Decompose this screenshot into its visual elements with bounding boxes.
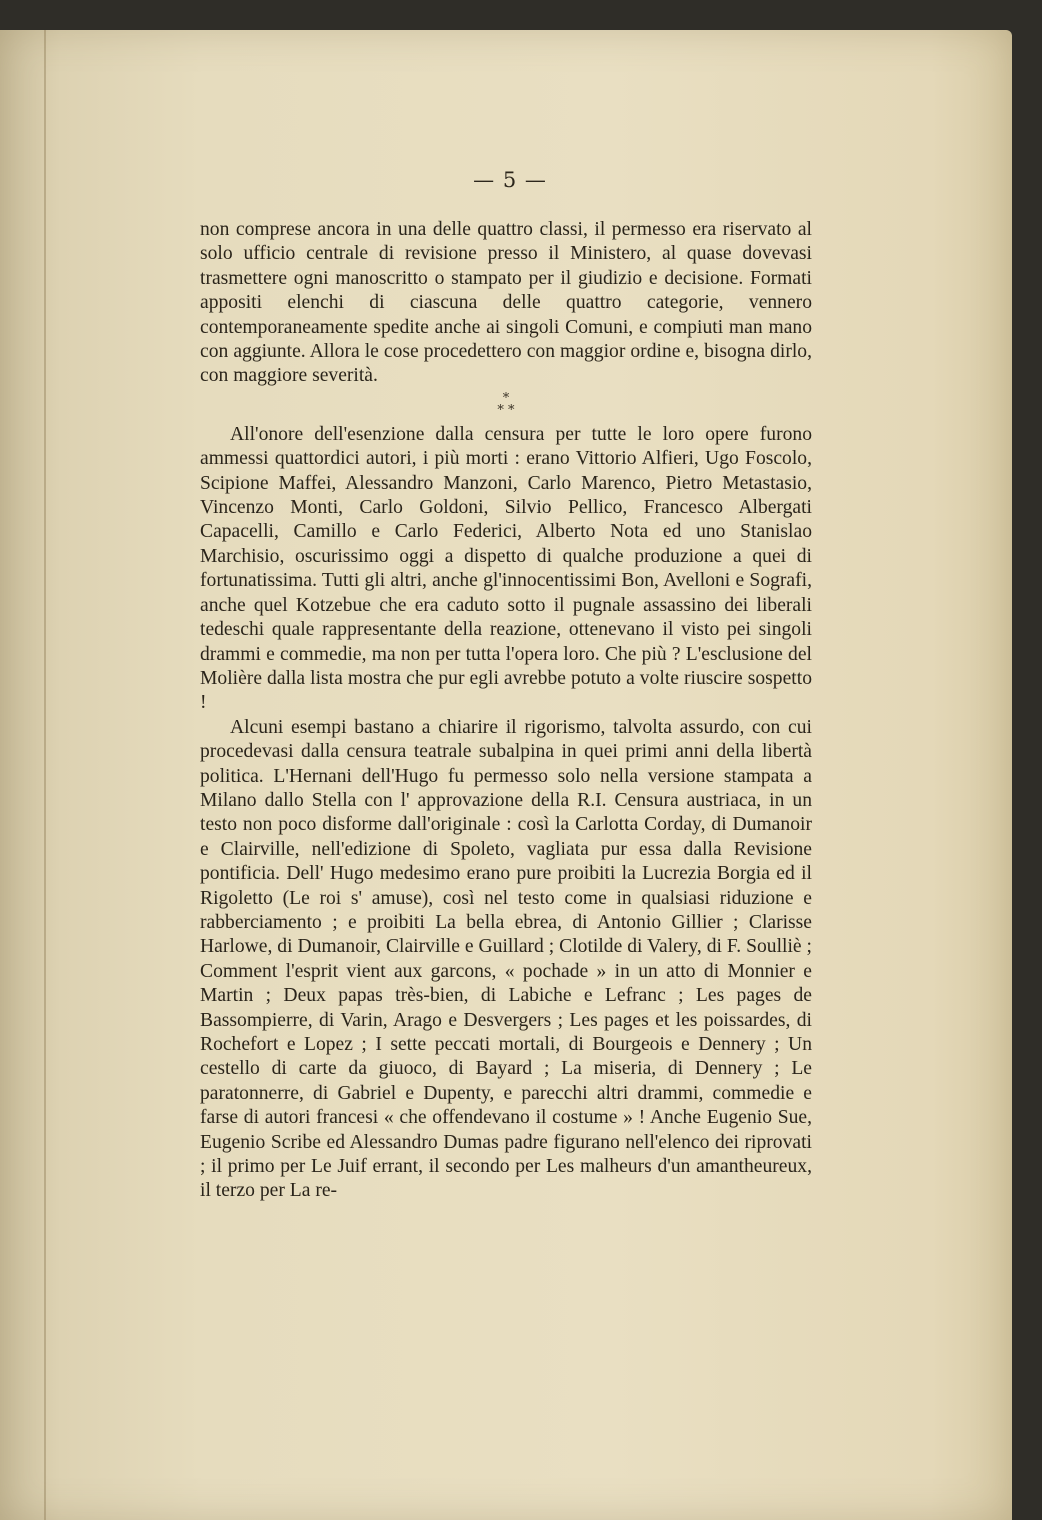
paragraph-1: non comprese ancora in una delle quattro classi, il permesso era riservato al solo ufficio centrale di revisione presso il Ministero, al quase dovevasi trasmettere ogni manoscritto o stampato per il giudizio e decisione. Formati appositi elenchi di ciascuna delle quattro categorie, vennero contemporaneamente spedite anche ai singoli Comuni, e compiuti man mano con aggiunte. Allora le cose procedettero con maggior ordine e, bisogna dirlo, con maggiore severità. [200, 219, 812, 387]
section-break-asterism [200, 390, 812, 418]
asterism-top: * [502, 390, 510, 406]
binding-fold [44, 30, 46, 1520]
paragraph-3: Alcuni esempi bastano a chiarire il rigorismo, talvolta assurdo, con cui procedevasi dalla censura teatrale subalpina in quei primi anni della libertà politica. L'Hernani dell'Hugo fu permesso solo nella versione stampata a Milano dallo Stella con l' approvazione della R.I. Censura austriaca, in un testo non poco disforme dall'originale : così la Carlotta Corday, di Dumanoir e Clairville, nell'edizione di Spoleto, vagliata pur essa dalla Revisione pontificia. Dell' Hugo medesimo erano pure proibiti la Lucrezia Borgia ed il Rigoletto (Le roi s' amuse), così nel testo come in qualsiasi riduzione e rabberciamento ; e proibiti La bella ebrea, di Antonio Gillier ; Clarisse Harlowe, di Dumanoir, Clairville e Guillard ; Clotilde di Valery, di F. Soulliè ; Comment l'esprit vient aux garcons, « pochade » in un atto di Monnier e Martin ; Deux papas très-bien, di Labiche e Lefranc ; Les pages de Bassompierre, di Varin, Arago e Desvergers ; Les pages et les poissardes, di Rochefort e Lopez ; I sette peccati mortali, di Bourgeois e Dennery ; Un cestello di carte da giuoco, di Bayard ; La miseria, di Dennery ; Le paratonnerre, di Gabriel e Dupenty, e parecchi altri drammi, commedie e farse di autori francesi « che offendevano il costume » ! Anche Eugenio Sue, Eugenio Scribe ed Alessandro Dumas padre figurano nell'elenco dei riprovati ; il primo per Le Juif errant, il secondo per Les malheurs d'un amantheureux, il terzo per La re- [200, 716, 812, 1202]
paragraph-2: All'onore dell'esenzione dalla censura per tutte le loro opere furono ammessi quattordici autori, i più morti : erano Vittorio Alfieri, Ugo Foscolo, Scipione Maffei, Alessandro Manzoni, Carlo Marenco, Pietro Metastasio, Vincenzo Monti, Carlo Goldoni, Silvio Pellico, Francesco Albergati Capacelli, Camillo e Carlo Federici, Alberto Nota ed uno Stanislao Marchisio, oscurissimo oggi a dispetto di qualche produzione a quei di fortunatissima. Tutti gli altri, anche gl'innocentissimi Bon, Avelloni e Sografi, anche quel Kotzebue che era caduto sotto il pugnale assassino dei liberali tedeschi quale rappresentante della reazione, ottenevano il visto pei singoli drammi e commedie, ma non per tutta l'opera loro. Che più ? L'esclusione del Molière dalla lista mostra che pur egli avrebbe potuto a volte riuscire sospetto ! [200, 423, 812, 714]
asterism-bottom: * * [497, 402, 515, 418]
page-number: — 5 — [473, 168, 547, 192]
body-text [200, 218, 812, 1204]
